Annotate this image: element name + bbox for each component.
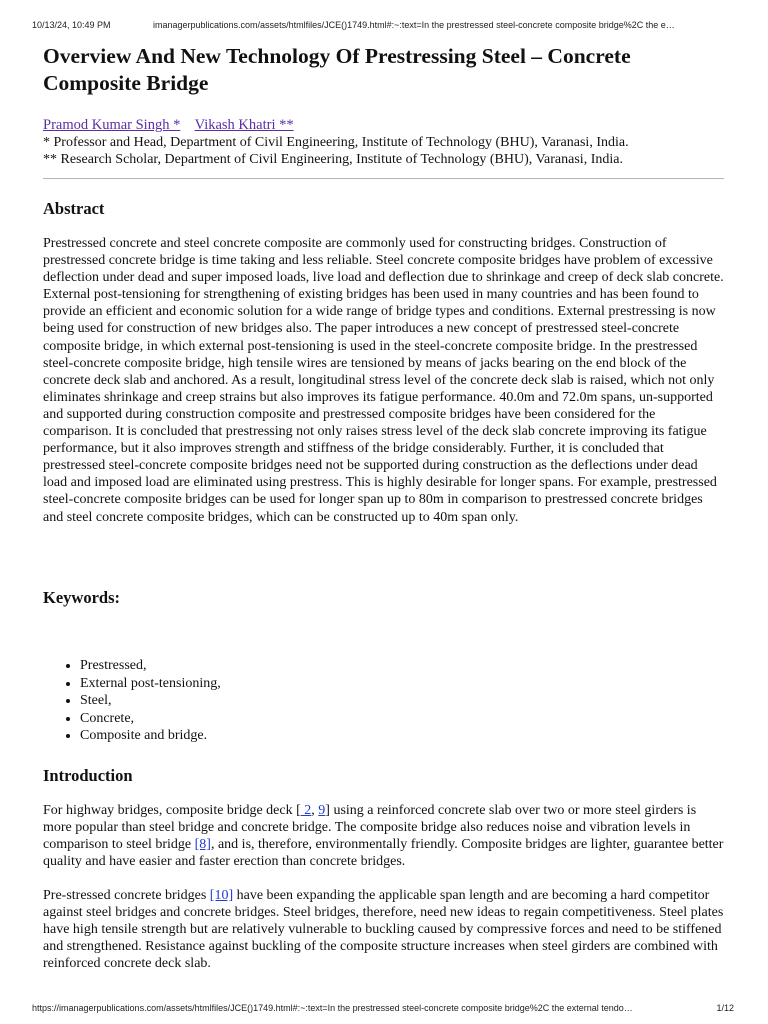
intro-paragraph-1 [43, 802, 724, 870]
author-list [43, 116, 294, 134]
text-run: For highway bridges, composite bridge deck [ [43, 803, 301, 818]
abstract-text: Prestressed concrete and steel concrete composite are commonly used for constructing bridges. Construction of prestressed concrete bridge is time taking and less reliable. Steel concrete composite bridges have problem of excessive deflection under dead and super imposed loads, live load and deflection due to shrinkage and creep of deck slab concrete. External post-tensioning for strengthening of existing bridges has been used in many countries and has been found to provide an efficient and economic solution for a wide range of bridge types and conditions. External prestressing is now being used for construction of new bridges also. The paper introduces a new concept of prestressed steel-concrete composite bridge, in which external post-tensioning is used in the steel-concrete composite bridge. In the prestressed steel-concrete composite bridge, high tensile wires are tensioned by means of jacks bearing on the end block of the concrete deck slab and anchored. As a result, longitudinal stress level of the concrete deck slab is raised, which not only eliminates shrinkage and creep strains but also improves its fatigue performance. 40.0m and 72.0m spans, un-supported and supported during construction composite and prestressed composite bridges have been considered for the comparison. It is concluded that prestressing not only raises stress level of the deck slab concrete improving its fatigue performance, but it also improves strength and stiffness of the bridge considerably. Further, it is concluded that prestressed steel-concrete composite bridges need not be supported during construction as the deflections under dead load and imposed load are eliminated using prestress. This is highly desirable for longer spans. For example, prestressed steel-concrete composite bridges can be used for longer span up to 80m in comparison to prestressed concrete bridges and steel concrete composite bridges, which can be constructed up to 40m span only. [43, 236, 724, 525]
text-run: , and is, therefore, environmentally friendly. Composite bridges are lighter, guarantee better quality and have easier and faster erection than concrete bridges. [43, 837, 724, 870]
text-run: ] using a reinforced concrete slab over two or more steel girders is more popular than steel bridge and concrete bridge. The composite bridge also reduces noise and vibration levels in comparison to steel bridge [43, 803, 697, 853]
citation-link-10[interactable]: [10] [209, 888, 234, 903]
keyword-item: • Steel, [80, 692, 221, 710]
keyword-list [43, 657, 221, 745]
keywords-heading: Keywords: [43, 588, 120, 607]
affiliation-2: ** Research Scholar, Department of Civil Engineering, Institute of Technology (BHU), Varanasi, India. [43, 152, 623, 167]
print-header [0, 20, 768, 34]
keyword-item: • Composite and bridge. [80, 727, 221, 745]
text-run: , [311, 803, 319, 818]
author-link-khatri[interactable]: Vikash Khatri ** [194, 117, 294, 133]
introduction-heading: Introduction [43, 766, 133, 785]
author-separator [184, 117, 191, 133]
citation-link-2[interactable]: 2 [300, 803, 312, 818]
print-header-url: imanagerpublications.com/assets/htmlfiles/JCE()1749.html#:~:text=In the prestressed steel-concrete composite bridge%2C the e… [153, 20, 675, 30]
print-footer-url: https://imanagerpublications.com/assets/htmlfiles/JCE()1749.html#:~:text=In the prestressed steel-concrete composite bridge%2C the external tendo… [32, 1003, 633, 1013]
author-link-singh[interactable]: Pramod Kumar Singh * [43, 117, 181, 133]
citation-link-9[interactable]: 9 [318, 803, 326, 818]
print-datetime: 10/13/24, 10:49 PM [32, 20, 111, 30]
divider [43, 178, 724, 179]
print-footer [0, 1003, 768, 1017]
article-title: Overview And New Technology Of Prestressing Steel – Concrete Composite Bridge [43, 44, 631, 95]
keyword-item: • Concrete, [80, 710, 221, 728]
abstract-heading: Abstract [43, 199, 105, 218]
citation-link-8[interactable]: [8] [194, 837, 211, 853]
text-run: Pre-stressed concrete bridges [43, 888, 210, 903]
page-number: 1/12 [716, 1003, 734, 1013]
keyword-item: • Prestressed, [80, 657, 221, 675]
text-run: have been expanding the applicable span length and are becoming a hard competitor against steel bridges and concrete bridges. Steel bridges, therefore, need new ideas to regain competitiveness. Steel plates have high tensile strength but are relatively vulnerable to buckling caused by compressive forces and need to be stiffened and strengthened. Resistance against buckling of the composite structure increases when steel girders are combined with reinforced concrete deck slab. [43, 888, 724, 972]
affiliation-1: * Professor and Head, Department of Civil Engineering, Institute of Technology (BHU), Varanasi, India. [43, 135, 629, 150]
keyword-item: • External post-tensioning, [80, 675, 221, 693]
intro-paragraph-2 [43, 887, 724, 972]
